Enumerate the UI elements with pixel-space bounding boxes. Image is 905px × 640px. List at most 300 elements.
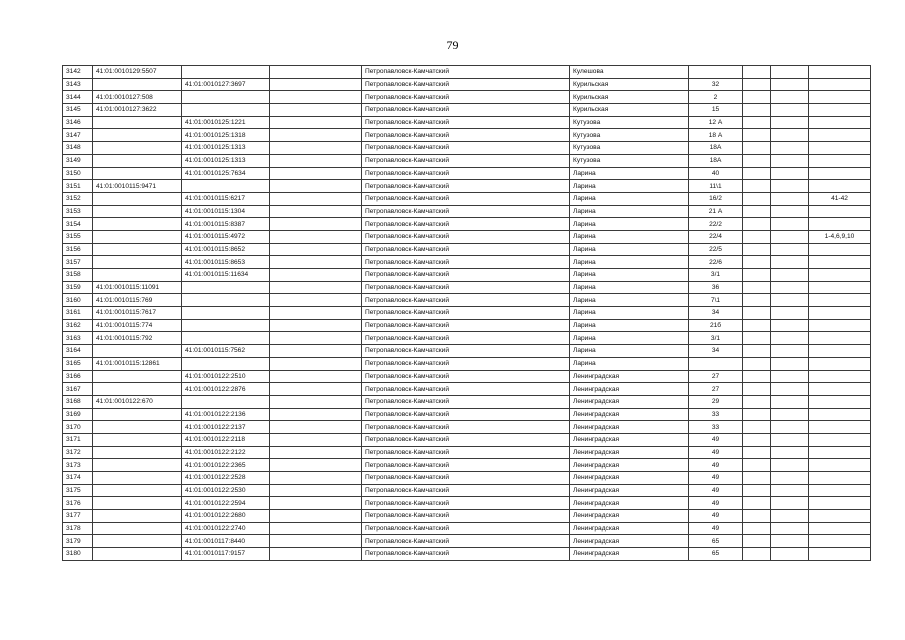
apartments-cell bbox=[809, 180, 871, 193]
cadastral-number-cell bbox=[93, 345, 182, 358]
row-number-cell: 3151 bbox=[63, 180, 93, 193]
cadastral-number-alt-cell: 41:01:0010115:7562 bbox=[182, 345, 270, 358]
table-row bbox=[63, 484, 871, 497]
empty-cell bbox=[771, 66, 809, 79]
table-row bbox=[63, 510, 871, 523]
empty-cell bbox=[270, 421, 362, 434]
table-row bbox=[63, 307, 871, 320]
city-cell: Петропавловск-Камчатский bbox=[362, 116, 570, 129]
row-number-cell: 3156 bbox=[63, 243, 93, 256]
empty-cell bbox=[771, 510, 809, 523]
empty-cell bbox=[270, 91, 362, 104]
empty-cell bbox=[270, 269, 362, 282]
city-cell: Петропавловск-Камчатский bbox=[362, 319, 570, 332]
city-cell: Петропавловск-Камчатский bbox=[362, 408, 570, 421]
cadastral-number-cell bbox=[93, 129, 182, 142]
empty-cell bbox=[771, 484, 809, 497]
street-cell: Ларина bbox=[570, 167, 689, 180]
cadastral-number-alt-cell: 41:01:0010122:2528 bbox=[182, 472, 270, 485]
cadastral-number-cell bbox=[93, 142, 182, 155]
empty-cell bbox=[270, 218, 362, 231]
empty-cell bbox=[771, 154, 809, 167]
row-number-cell: 3154 bbox=[63, 218, 93, 231]
row-number-cell: 3180 bbox=[63, 548, 93, 561]
empty-cell bbox=[743, 319, 771, 332]
row-number-cell: 3145 bbox=[63, 104, 93, 117]
street-cell: Ларина bbox=[570, 307, 689, 320]
street-cell: Ларина bbox=[570, 218, 689, 231]
house-number-cell: 49 bbox=[689, 459, 743, 472]
cadastral-number-alt-cell bbox=[182, 319, 270, 332]
page-number: 79 bbox=[446, 38, 459, 52]
empty-cell bbox=[771, 218, 809, 231]
house-number-cell: 18А bbox=[689, 154, 743, 167]
apartments-cell bbox=[809, 522, 871, 535]
cadastral-number-cell bbox=[93, 230, 182, 243]
empty-cell bbox=[270, 446, 362, 459]
apartments-cell bbox=[809, 510, 871, 523]
city-cell: Петропавловск-Камчатский bbox=[362, 167, 570, 180]
street-cell: Ленинградская bbox=[570, 497, 689, 510]
row-number-cell: 3148 bbox=[63, 142, 93, 155]
house-number-cell: 49 bbox=[689, 433, 743, 446]
empty-cell bbox=[771, 180, 809, 193]
city-cell: Петропавловск-Камчатский bbox=[362, 370, 570, 383]
cadastral-number-cell bbox=[93, 218, 182, 231]
house-number-cell: 49 bbox=[689, 446, 743, 459]
street-cell: Ларина bbox=[570, 319, 689, 332]
apartments-cell bbox=[809, 459, 871, 472]
empty-cell bbox=[743, 472, 771, 485]
row-number-cell: 3176 bbox=[63, 497, 93, 510]
registry-table bbox=[62, 65, 871, 561]
apartments-cell bbox=[809, 446, 871, 459]
apartments-cell bbox=[809, 91, 871, 104]
empty-cell bbox=[270, 332, 362, 345]
empty-cell bbox=[771, 345, 809, 358]
empty-cell bbox=[743, 357, 771, 370]
table-row bbox=[63, 459, 871, 472]
empty-cell bbox=[771, 370, 809, 383]
city-cell: Петропавловск-Камчатский bbox=[362, 281, 570, 294]
apartments-cell bbox=[809, 421, 871, 434]
house-number-cell: 7\1 bbox=[689, 294, 743, 307]
cadastral-number-alt-cell bbox=[182, 66, 270, 79]
row-number-cell: 3152 bbox=[63, 192, 93, 205]
table-row bbox=[63, 104, 871, 117]
city-cell: Петропавловск-Камчатский bbox=[362, 218, 570, 231]
cadastral-number-alt-cell: 41:01:0010115:11634 bbox=[182, 269, 270, 282]
city-cell: Петропавловск-Камчатский bbox=[362, 472, 570, 485]
empty-cell bbox=[771, 91, 809, 104]
empty-cell bbox=[743, 408, 771, 421]
empty-cell bbox=[743, 345, 771, 358]
house-number-cell bbox=[689, 66, 743, 79]
cadastral-number-cell bbox=[93, 154, 182, 167]
empty-cell bbox=[270, 433, 362, 446]
empty-cell bbox=[743, 129, 771, 142]
cadastral-number-alt-cell bbox=[182, 357, 270, 370]
empty-cell bbox=[270, 459, 362, 472]
cadastral-number-alt-cell: 41:01:0010122:2136 bbox=[182, 408, 270, 421]
empty-cell bbox=[771, 256, 809, 269]
city-cell: Петропавловск-Камчатский bbox=[362, 459, 570, 472]
city-cell: Петропавловск-Камчатский bbox=[362, 307, 570, 320]
city-cell: Петропавловск-Камчатский bbox=[362, 205, 570, 218]
street-cell: Ларина bbox=[570, 256, 689, 269]
empty-cell bbox=[743, 446, 771, 459]
empty-cell bbox=[270, 243, 362, 256]
empty-cell bbox=[743, 433, 771, 446]
house-number-cell: 3/1 bbox=[689, 269, 743, 282]
empty-cell bbox=[270, 205, 362, 218]
cadastral-number-alt-cell: 41:01:0010122:2530 bbox=[182, 484, 270, 497]
empty-cell bbox=[270, 497, 362, 510]
empty-cell bbox=[270, 319, 362, 332]
empty-cell bbox=[270, 357, 362, 370]
street-cell: Ленинградская bbox=[570, 408, 689, 421]
empty-cell bbox=[743, 484, 771, 497]
street-cell: Ленинградская bbox=[570, 421, 689, 434]
apartments-cell bbox=[809, 370, 871, 383]
house-number-cell: 65 bbox=[689, 548, 743, 561]
cadastral-number-cell bbox=[93, 205, 182, 218]
row-number-cell: 3175 bbox=[63, 484, 93, 497]
cadastral-number-cell bbox=[93, 421, 182, 434]
row-number-cell: 3155 bbox=[63, 230, 93, 243]
cadastral-number-cell: 41:01:0010115:774 bbox=[93, 319, 182, 332]
empty-cell bbox=[743, 548, 771, 561]
city-cell: Петропавловск-Камчатский bbox=[362, 78, 570, 91]
table-row bbox=[63, 205, 871, 218]
empty-cell bbox=[771, 446, 809, 459]
house-number-cell: 29 bbox=[689, 395, 743, 408]
city-cell: Петропавловск-Камчатский bbox=[362, 269, 570, 282]
cadastral-number-alt-cell: 41:01:0010125:1318 bbox=[182, 129, 270, 142]
empty-cell bbox=[270, 129, 362, 142]
empty-cell bbox=[270, 383, 362, 396]
house-number-cell: 49 bbox=[689, 497, 743, 510]
cadastral-number-alt-cell: 41:01:0010115:1304 bbox=[182, 205, 270, 218]
empty-cell bbox=[743, 230, 771, 243]
cadastral-number-cell bbox=[93, 510, 182, 523]
table-row bbox=[63, 370, 871, 383]
empty-cell bbox=[771, 142, 809, 155]
row-number-cell: 3163 bbox=[63, 332, 93, 345]
empty-cell bbox=[270, 281, 362, 294]
street-cell: Ленинградская bbox=[570, 548, 689, 561]
empty-cell bbox=[743, 192, 771, 205]
street-cell: Ленинградская bbox=[570, 446, 689, 459]
table-row bbox=[63, 332, 871, 345]
city-cell: Петропавловск-Камчатский bbox=[362, 345, 570, 358]
table-row bbox=[63, 218, 871, 231]
street-cell: Ленинградская bbox=[570, 522, 689, 535]
street-cell: Ленинградская bbox=[570, 370, 689, 383]
empty-cell bbox=[771, 243, 809, 256]
apartments-cell bbox=[809, 116, 871, 129]
city-cell: Петропавловск-Камчатский bbox=[362, 548, 570, 561]
row-number-cell: 3150 bbox=[63, 167, 93, 180]
table-row bbox=[63, 116, 871, 129]
house-number-cell: 18 А bbox=[689, 129, 743, 142]
city-cell: Петропавловск-Камчатский bbox=[362, 535, 570, 548]
empty-cell bbox=[771, 535, 809, 548]
empty-cell bbox=[270, 510, 362, 523]
street-cell: Ларина bbox=[570, 243, 689, 256]
street-cell: Ларина bbox=[570, 294, 689, 307]
table-row bbox=[63, 129, 871, 142]
city-cell: Петропавловск-Камчатский bbox=[362, 180, 570, 193]
city-cell: Петропавловск-Камчатский bbox=[362, 497, 570, 510]
city-cell: Петропавловск-Камчатский bbox=[362, 395, 570, 408]
cadastral-number-cell bbox=[93, 243, 182, 256]
row-number-cell: 3170 bbox=[63, 421, 93, 434]
empty-cell bbox=[743, 459, 771, 472]
city-cell: Петропавловск-Камчатский bbox=[362, 66, 570, 79]
apartments-cell bbox=[809, 104, 871, 117]
row-number-cell: 3144 bbox=[63, 91, 93, 104]
row-number-cell: 3143 bbox=[63, 78, 93, 91]
empty-cell bbox=[743, 332, 771, 345]
street-cell: Ленинградская bbox=[570, 395, 689, 408]
empty-cell bbox=[270, 230, 362, 243]
empty-cell bbox=[771, 319, 809, 332]
house-number-cell: 21б bbox=[689, 319, 743, 332]
table-row bbox=[63, 535, 871, 548]
cadastral-number-alt-cell: 41:01:0010125:7634 bbox=[182, 167, 270, 180]
row-number-cell: 3157 bbox=[63, 256, 93, 269]
cadastral-number-alt-cell: 41:01:0010122:2680 bbox=[182, 510, 270, 523]
empty-cell bbox=[270, 154, 362, 167]
empty-cell bbox=[270, 522, 362, 535]
empty-cell bbox=[743, 307, 771, 320]
cadastral-number-cell bbox=[93, 497, 182, 510]
apartments-cell: 41-42 bbox=[809, 192, 871, 205]
cadastral-number-alt-cell bbox=[182, 91, 270, 104]
table-row bbox=[63, 256, 871, 269]
table-row bbox=[63, 548, 871, 561]
street-cell: Ленинградская bbox=[570, 535, 689, 548]
street-cell: Кутузова bbox=[570, 116, 689, 129]
cadastral-number-cell bbox=[93, 269, 182, 282]
empty-cell bbox=[743, 383, 771, 396]
apartments-cell bbox=[809, 357, 871, 370]
apartments-cell bbox=[809, 167, 871, 180]
table-row bbox=[63, 269, 871, 282]
table-row bbox=[63, 142, 871, 155]
street-cell: Ленинградская bbox=[570, 484, 689, 497]
empty-cell bbox=[270, 256, 362, 269]
table-row bbox=[63, 78, 871, 91]
cadastral-number-alt-cell: 41:01:0010122:2740 bbox=[182, 522, 270, 535]
cadastral-number-cell bbox=[93, 192, 182, 205]
cadastral-number-cell: 41:01:0010127:508 bbox=[93, 91, 182, 104]
house-number-cell: 27 bbox=[689, 383, 743, 396]
empty-cell bbox=[270, 370, 362, 383]
cadastral-number-cell: 41:01:0010127:3622 bbox=[93, 104, 182, 117]
house-number-cell: 49 bbox=[689, 472, 743, 485]
empty-cell bbox=[771, 548, 809, 561]
house-number-cell: 22/5 bbox=[689, 243, 743, 256]
cadastral-number-alt-cell: 41:01:0010125:1313 bbox=[182, 154, 270, 167]
row-number-cell: 3164 bbox=[63, 345, 93, 358]
row-number-cell: 3146 bbox=[63, 116, 93, 129]
apartments-cell bbox=[809, 129, 871, 142]
cadastral-number-alt-cell: 41:01:0010125:1313 bbox=[182, 142, 270, 155]
cadastral-number-alt-cell: 41:01:0010122:2510 bbox=[182, 370, 270, 383]
cadastral-number-alt-cell: 41:01:0010122:2876 bbox=[182, 383, 270, 396]
street-cell: Ларина bbox=[570, 357, 689, 370]
table-row bbox=[63, 167, 871, 180]
city-cell: Петропавловск-Камчатский bbox=[362, 510, 570, 523]
empty-cell bbox=[743, 78, 771, 91]
empty-cell bbox=[743, 218, 771, 231]
apartments-cell bbox=[809, 307, 871, 320]
empty-cell bbox=[771, 192, 809, 205]
cadastral-number-cell: 41:01:0010115:11091 bbox=[93, 281, 182, 294]
street-cell: Курильская bbox=[570, 78, 689, 91]
cadastral-number-alt-cell: 41:01:0010122:2594 bbox=[182, 497, 270, 510]
empty-cell bbox=[771, 395, 809, 408]
city-cell: Петропавловск-Камчатский bbox=[362, 142, 570, 155]
empty-cell bbox=[743, 522, 771, 535]
house-number-cell bbox=[689, 357, 743, 370]
cadastral-number-alt-cell bbox=[182, 332, 270, 345]
house-number-cell: 49 bbox=[689, 484, 743, 497]
street-cell: Ларина bbox=[570, 180, 689, 193]
empty-cell bbox=[771, 408, 809, 421]
city-cell: Петропавловск-Камчатский bbox=[362, 129, 570, 142]
apartments-cell bbox=[809, 484, 871, 497]
apartments-cell bbox=[809, 319, 871, 332]
apartments-cell bbox=[809, 269, 871, 282]
table-row bbox=[63, 357, 871, 370]
apartments-cell bbox=[809, 548, 871, 561]
city-cell: Петропавловск-Камчатский bbox=[362, 243, 570, 256]
empty-cell bbox=[771, 383, 809, 396]
house-number-cell: 33 bbox=[689, 408, 743, 421]
empty-cell bbox=[270, 408, 362, 421]
empty-cell bbox=[270, 66, 362, 79]
house-number-cell: 49 bbox=[689, 510, 743, 523]
row-number-cell: 3173 bbox=[63, 459, 93, 472]
table-row bbox=[63, 421, 871, 434]
empty-cell bbox=[270, 535, 362, 548]
apartments-cell bbox=[809, 78, 871, 91]
cadastral-number-alt-cell: 41:01:0010122:2137 bbox=[182, 421, 270, 434]
row-number-cell: 3179 bbox=[63, 535, 93, 548]
table-row bbox=[63, 294, 871, 307]
cadastral-number-cell bbox=[93, 459, 182, 472]
row-number-cell: 3168 bbox=[63, 395, 93, 408]
empty-cell bbox=[270, 307, 362, 320]
street-cell: Ларина bbox=[570, 205, 689, 218]
house-number-cell: 15 bbox=[689, 104, 743, 117]
house-number-cell: 2 bbox=[689, 91, 743, 104]
house-number-cell: 32 bbox=[689, 78, 743, 91]
row-number-cell: 3162 bbox=[63, 319, 93, 332]
empty-cell bbox=[270, 484, 362, 497]
cadastral-number-cell bbox=[93, 167, 182, 180]
apartments-cell bbox=[809, 497, 871, 510]
empty-cell bbox=[771, 522, 809, 535]
empty-cell bbox=[771, 433, 809, 446]
empty-cell bbox=[771, 332, 809, 345]
house-number-cell: 3/1 bbox=[689, 332, 743, 345]
apartments-cell bbox=[809, 294, 871, 307]
apartments-cell bbox=[809, 395, 871, 408]
house-number-cell: 34 bbox=[689, 345, 743, 358]
city-cell: Петропавловск-Камчатский bbox=[362, 294, 570, 307]
empty-cell bbox=[771, 459, 809, 472]
cadastral-number-alt-cell bbox=[182, 104, 270, 117]
empty-cell bbox=[270, 472, 362, 485]
street-cell: Ларина bbox=[570, 269, 689, 282]
cadastral-number-alt-cell: 41:01:0010117:8440 bbox=[182, 535, 270, 548]
house-number-cell: 11\1 bbox=[689, 180, 743, 193]
empty-cell bbox=[270, 104, 362, 117]
cadastral-number-alt-cell bbox=[182, 281, 270, 294]
apartments-cell bbox=[809, 332, 871, 345]
house-number-cell: 27 bbox=[689, 370, 743, 383]
street-cell: Ленинградская bbox=[570, 433, 689, 446]
city-cell: Петропавловск-Камчатский bbox=[362, 383, 570, 396]
street-cell: Ларина bbox=[570, 192, 689, 205]
row-number-cell: 3160 bbox=[63, 294, 93, 307]
city-cell: Петропавловск-Камчатский bbox=[362, 332, 570, 345]
house-number-cell: 36 bbox=[689, 281, 743, 294]
empty-cell bbox=[771, 472, 809, 485]
empty-cell bbox=[771, 116, 809, 129]
table-row bbox=[63, 154, 871, 167]
apartments-cell bbox=[809, 472, 871, 485]
street-cell: Курильская bbox=[570, 91, 689, 104]
empty-cell bbox=[270, 180, 362, 193]
cadastral-number-cell: 41:01:0010115:9471 bbox=[93, 180, 182, 193]
house-number-cell: 34 bbox=[689, 307, 743, 320]
apartments-cell bbox=[809, 243, 871, 256]
table-row bbox=[63, 433, 871, 446]
empty-cell bbox=[743, 167, 771, 180]
street-cell: Ларина bbox=[570, 345, 689, 358]
empty-cell bbox=[270, 167, 362, 180]
cadastral-number-cell: 41:01:0010122:670 bbox=[93, 395, 182, 408]
table-row bbox=[63, 230, 871, 243]
house-number-cell: 18А bbox=[689, 142, 743, 155]
cadastral-number-alt-cell bbox=[182, 180, 270, 193]
city-cell: Петропавловск-Камчатский bbox=[362, 192, 570, 205]
row-number-cell: 3178 bbox=[63, 522, 93, 535]
row-number-cell: 3161 bbox=[63, 307, 93, 320]
street-cell: Кутузова bbox=[570, 154, 689, 167]
street-cell: Ларина bbox=[570, 332, 689, 345]
street-cell: Курильская bbox=[570, 104, 689, 117]
empty-cell bbox=[771, 167, 809, 180]
cadastral-number-cell bbox=[93, 484, 182, 497]
empty-cell bbox=[743, 281, 771, 294]
empty-cell bbox=[743, 256, 771, 269]
empty-cell bbox=[771, 129, 809, 142]
cadastral-number-cell bbox=[93, 548, 182, 561]
empty-cell bbox=[743, 269, 771, 282]
cadastral-number-alt-cell: 41:01:0010117:9157 bbox=[182, 548, 270, 561]
house-number-cell: 22/2 bbox=[689, 218, 743, 231]
cadastral-number-cell bbox=[93, 446, 182, 459]
apartments-cell bbox=[809, 256, 871, 269]
house-number-cell: 49 bbox=[689, 522, 743, 535]
street-cell: Ленинградская bbox=[570, 472, 689, 485]
